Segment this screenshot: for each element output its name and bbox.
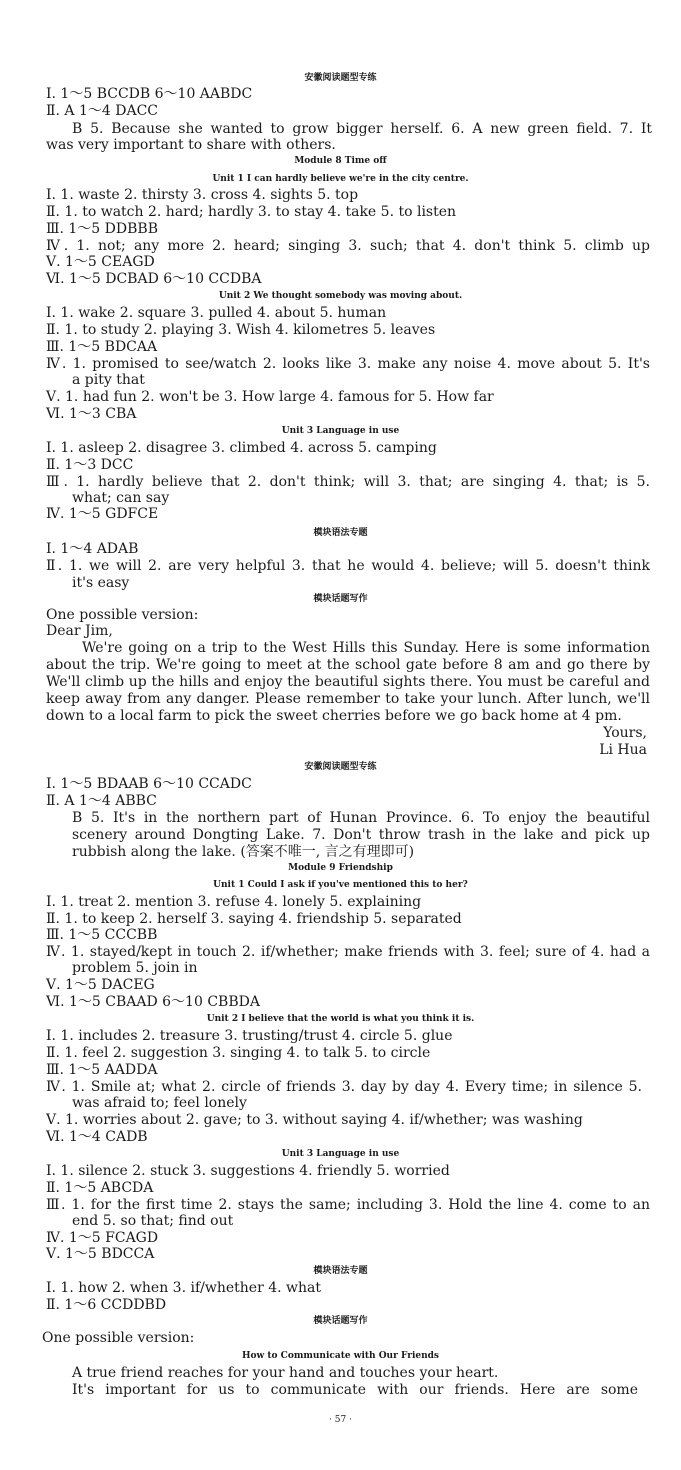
answer-line: Ⅴ. 1～5 DACEG — [46, 977, 155, 993]
answer-line: Ⅴ. 1～5 BDCCA — [46, 1246, 155, 1262]
essay-line: We're going on a trip to the West Hills this Sunday. Here is some information — [82, 640, 650, 656]
answer-line: Ⅰ. 1～5 BCCDB 6～10 AABDC — [46, 86, 253, 102]
answer-line: Ⅰ. 1～4 ADAB — [46, 541, 139, 557]
answer-line: B 5. It's in the northern part of Hunan Province. 6. To enjoy the beautiful — [72, 810, 650, 826]
answer-line: Ⅵ. 1～5 DCBAD 6～10 CCDBA — [46, 271, 262, 287]
answer-line: Ⅴ. 1. had fun 2. won't be 3. How large 4. famous for 5. How far — [46, 389, 494, 405]
answer-line: Ⅰ. 1. waste 2. thirsty 3. cross 4. sights 5. top — [46, 187, 359, 203]
answer-line: Ⅱ. 1～6 CCDDBD — [46, 1297, 167, 1313]
unit-heading: Unit 3 Language in use — [281, 426, 400, 436]
answer-line: Ⅰ. 1. includes 2. treasure 3. trusting/trust 4. circle 5. glue — [46, 1028, 453, 1044]
answer-line: Ⅵ. 1～3 CBA — [46, 406, 137, 422]
unit-heading: Unit 2 I believe that the world is what you think it is. — [206, 1014, 475, 1024]
answer-line: Ⅲ. 1～5 CCCBB — [46, 927, 158, 943]
answer-line: scenery around Dongting Lake. 7. Don't throw trash in the lake and pick up — [72, 827, 650, 843]
module-heading: Module 9 Friendship — [288, 863, 393, 873]
answer-line: Ⅱ. 1. to study 2. playing 3. Wish 4. kilometres 5. leaves — [46, 322, 436, 338]
essay-salutation: Dear Jim, — [46, 623, 113, 639]
section-heading: 安徽阅读题型专练 — [304, 762, 377, 772]
answer-line: Ⅳ. 1. not; any more 2. heard; singing 3. such; that 4. don't think 5. climb up — [46, 238, 650, 254]
answer-line: Ⅱ. 1. to keep 2. herself 3. saying 4. friendship 5. separated — [46, 911, 462, 927]
answer-line: Ⅳ. 1. promised to see/watch 2. looks like 3. make any noise 4. move about 5. It's — [46, 356, 650, 372]
unit-heading: Unit 1 Could I ask if you've mentioned this to her? — [213, 880, 468, 890]
section-heading: 模块语法专题 — [313, 528, 368, 538]
section-heading: 安徽阅读题型专练 — [304, 73, 377, 83]
answer-line: Ⅲ. 1. for the first time 2. stays the same; including 3. Hold the line 4. come to an — [46, 1197, 650, 1213]
essay-line: A true friend reaches for your hand and touches your heart. — [72, 1365, 499, 1381]
answer-line: was very important to share with others. — [46, 137, 336, 153]
essay-intro: One possible version: — [42, 1330, 195, 1346]
answer-line: Ⅲ. 1. hardly believe that 2. don't think; will 3. that; are singing 4. that; is 5. — [46, 474, 650, 490]
answer-line: what; can say — [72, 490, 170, 506]
answer-line: Ⅰ. 1. wake 2. square 3. pulled 4. about 5. human — [46, 305, 387, 321]
answer-line: Ⅰ. 1. treat 2. mention 3. refuse 4. lonely 5. explaining — [46, 894, 422, 910]
answer-line: Ⅱ. A 1～4 DACC — [46, 103, 158, 119]
essay-line: down to a local farm to pick the sweet cherries before we go back home at 4 pm. — [46, 708, 622, 724]
essay-line: about the trip. We're going to meet at the school gate before 8 am and go there by — [46, 657, 650, 673]
answer-line: B 5. Because she wanted to grow bigger herself. 6. A new green field. 7. It — [72, 121, 652, 137]
unit-heading: Unit 3 Language in use — [281, 1149, 400, 1159]
answer-line: Ⅴ. 1. worries about 2. gave; to 3. without saying 4. if/whether; was washing — [46, 1112, 583, 1128]
essay-line: keep away from any danger. Please remember to take your lunch. After lunch, we'll — [46, 691, 650, 707]
answer-line: Ⅳ. 1. stayed/kept in touch 2. if/whether; make friends with 3. feel; sure of 4. had a — [46, 944, 650, 960]
answer-line: Ⅴ. 1～5 CEAGD — [46, 254, 155, 270]
section-heading: 模块话题写作 — [313, 1316, 368, 1326]
answer-line: Ⅰ. 1. asleep 2. disagree 3. climbed 4. across 5. camping — [46, 440, 437, 456]
page-number: · 57 · — [329, 1415, 352, 1425]
answer-line: Ⅲ. 1～5 BDCAA — [46, 339, 158, 355]
answer-line: a pity that — [72, 372, 145, 388]
answer-line: Ⅱ. 1～3 DCC — [46, 457, 134, 473]
answer-line: end 5. so that; find out — [72, 1213, 234, 1229]
unit-heading: Unit 2 We thought somebody was moving about. — [218, 291, 463, 301]
essay-title: How to Communicate with Our Friends — [241, 1351, 439, 1361]
answer-line: rubbish along the lake. (答案不唯一, 言之有理即可) — [72, 844, 415, 860]
answer-line: Ⅰ. 1. silence 2. stuck 3. suggestions 4. friendly 5. worried — [46, 1163, 450, 1179]
section-heading: 模块语法专题 — [313, 1266, 368, 1276]
answer-line: problem 5. join in — [72, 960, 198, 976]
essay-line: It's important for us to communicate with our friends. Here are some — [72, 1382, 638, 1398]
answer-line: it's easy — [72, 575, 130, 591]
answer-line: Ⅱ. 1. we will 2. are very helpful 3. that he would 4. believe; will 5. doesn't think — [46, 558, 650, 574]
answer-line: Ⅱ. 1. feel 2. suggestion 3. singing 4. to talk 5. to circle — [46, 1045, 431, 1061]
essay-line: We'll climb up the hills and enjoy the beautiful sights there. You must be careful and — [46, 674, 650, 690]
answer-line: Ⅰ. 1. how 2. when 3. if/whether 4. what — [46, 1280, 321, 1296]
answer-line: Ⅱ. 1. to watch 2. hard; hardly 3. to stay 4. take 5. to listen — [46, 204, 457, 220]
essay-signature: Li Hua — [599, 742, 647, 758]
module-heading: Module 8 Time off — [294, 156, 387, 166]
answer-line: Ⅳ. 1～5 FCAGD — [46, 1230, 159, 1246]
answer-line: Ⅵ. 1～4 CADB — [46, 1129, 148, 1145]
essay-intro: One possible version: — [46, 607, 199, 623]
answer-line: Ⅳ. 1～5 GDFCE — [46, 506, 159, 522]
answer-line: Ⅱ. 1～5 ABCDA — [46, 1180, 154, 1196]
unit-heading: Unit 1 I can hardly believe we're in the city centre. — [212, 174, 469, 184]
answer-line: Ⅱ. A 1～4 ABBC — [46, 793, 157, 809]
answer-line: was afraid to; feel lonely — [72, 1095, 247, 1111]
answer-line: Ⅲ. 1～5 DDBBB — [46, 221, 158, 237]
answer-line: Ⅰ. 1～5 BDAAB 6～10 CCADC — [46, 776, 252, 792]
section-heading: 模块话题写作 — [313, 594, 368, 604]
answer-line: Ⅲ. 1～5 AADDA — [46, 1062, 158, 1078]
answer-line: Ⅵ. 1～5 CBAAD 6～10 CBBDA — [46, 994, 260, 1010]
essay-closing: Yours, — [603, 725, 647, 741]
answer-line: Ⅳ. 1. Smile at; what 2. circle of friends 3. day by day 4. Every time; in silence 5. — [46, 1079, 642, 1095]
